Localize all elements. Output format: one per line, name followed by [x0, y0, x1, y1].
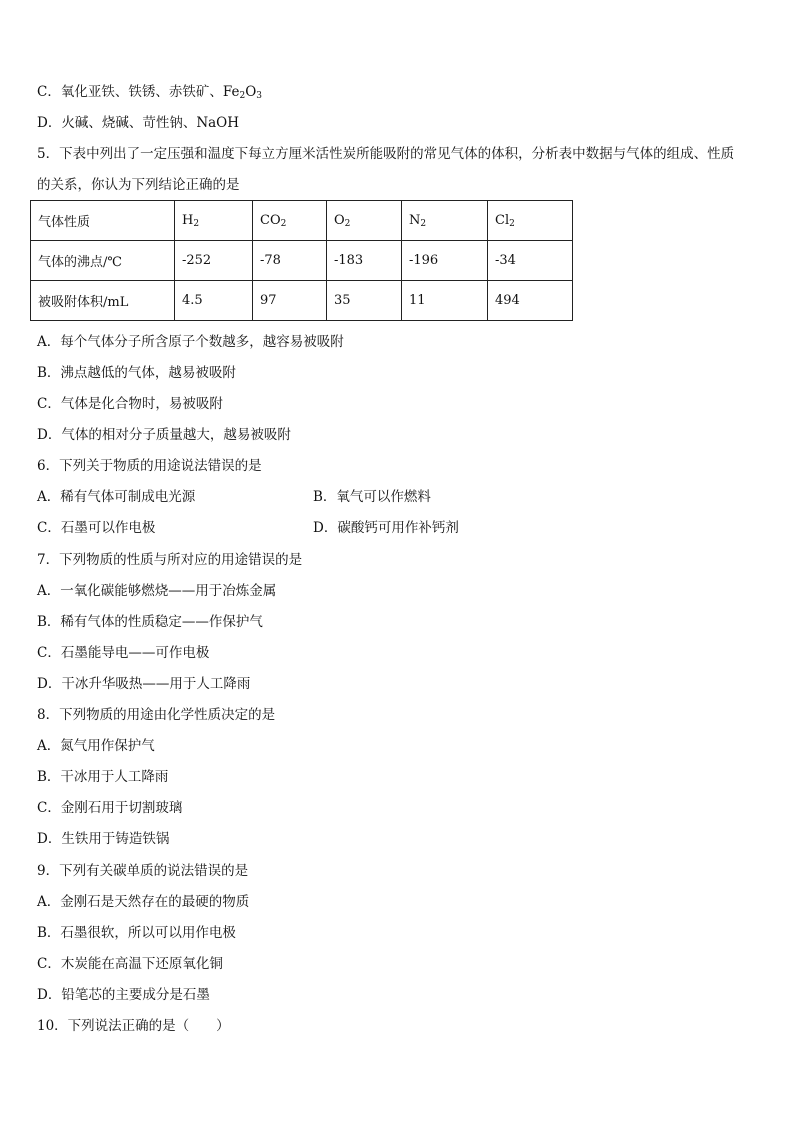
q4-option-d: D．火碱、烧碱、苛性钠、NaOH	[37, 115, 240, 131]
table-cell: 11	[402, 281, 488, 321]
q5-option-a: A．每个气体分子所含原子个数越多，越容易被吸附	[37, 334, 344, 350]
q6-option-d: D．碳酸钙可用作补钙剂	[313, 520, 459, 536]
table-cell: 97	[253, 281, 327, 321]
table-header-label: 气体性质	[31, 201, 175, 241]
table-cell: -34	[488, 241, 573, 281]
table-gas-co2: $CO_2$	[253, 201, 327, 241]
q5-option-b: B．沸点越低的气体，越易被吸附	[37, 365, 236, 381]
q8-option-b: B．干冰用于人工降雨	[37, 769, 169, 785]
table-gas-cl2: $Cl_2$	[488, 201, 573, 241]
q9-option-c: C．木炭能在高温下还原氧化铜	[37, 956, 223, 972]
table-gas-h2: $H_2$	[175, 201, 253, 241]
q7-option-a: A．一氧化碳能够燃烧——用于冶炼金属	[37, 583, 277, 599]
q9-option-d: D．铅笔芯的主要成分是石墨	[37, 987, 210, 1003]
table-cell: 494	[488, 281, 573, 321]
table-row	[31, 201, 573, 241]
table-cell: -183	[327, 241, 402, 281]
q9-stem: 9．下列有关碳单质的说法错误的是	[37, 863, 249, 879]
table-gas-n2: $N_2$	[402, 201, 488, 241]
q5-option-d: D．气体的相对分子质量越大，越易被吸附	[37, 427, 291, 443]
table-row	[31, 281, 573, 321]
table-cell: 35	[327, 281, 402, 321]
table-cell: -252	[175, 241, 253, 281]
q6-option-c: C．石墨可以作电极	[37, 520, 156, 536]
q5-option-c: C．气体是化合物时，易被吸附	[37, 396, 223, 412]
q6-option-b: B．氧气可以作燃料	[313, 489, 431, 505]
q7-stem: 7．下列物质的性质与所对应的用途错误的是	[37, 552, 303, 568]
q7-option-c: C．石墨能导电——可作电极	[37, 645, 210, 661]
q8-option-a: A．氮气用作保护气	[37, 738, 155, 754]
table-row-label: 被吸附体积/mL	[31, 281, 175, 321]
q7-option-d: D．干冰升华吸热——用于人工降雨	[37, 676, 251, 692]
gas-adsorption-table	[30, 200, 573, 321]
table-row	[31, 241, 573, 281]
q10-stem: 10．下列说法正确的是（ ）	[37, 1018, 230, 1034]
q8-option-d: D．生铁用于铸造铁锅	[37, 831, 170, 847]
q8-stem: 8．下列物质的用途由化学性质决定的是	[37, 707, 276, 723]
q5-stem-line1: 5．下表中列出了一定压强和温度下每立方厘米活性炭所能吸附的常见气体的体积，分析表中数据与气体的组成、性质	[37, 146, 735, 162]
q9-option-a: A．金刚石是天然存在的最硬的物质	[37, 894, 250, 910]
table-gas-o2: $O_2$	[327, 201, 402, 241]
q8-option-c: C．金刚石用于切割玻璃	[37, 800, 183, 816]
q7-option-b: B．稀有气体的性质稳定——作保护气	[37, 614, 263, 630]
table-cell: -78	[253, 241, 327, 281]
table-cell: -196	[402, 241, 488, 281]
q6-option-a: A．稀有气体可制成电光源	[37, 489, 196, 505]
table-cell: 4.5	[175, 281, 253, 321]
q6-stem: 6．下列关于物质的用途说法错误的是	[37, 458, 262, 474]
q4-option-c: C．氧化亚铁、铁锈、赤铁矿、$Fe_2O_3$	[37, 84, 262, 101]
q9-option-b: B．石墨很软，所以可以用作电极	[37, 925, 236, 941]
table-row-label: 气体的沸点/℃	[31, 241, 175, 281]
q5-stem-line2: 的关系，你认为下列结论正确的是	[37, 177, 240, 193]
